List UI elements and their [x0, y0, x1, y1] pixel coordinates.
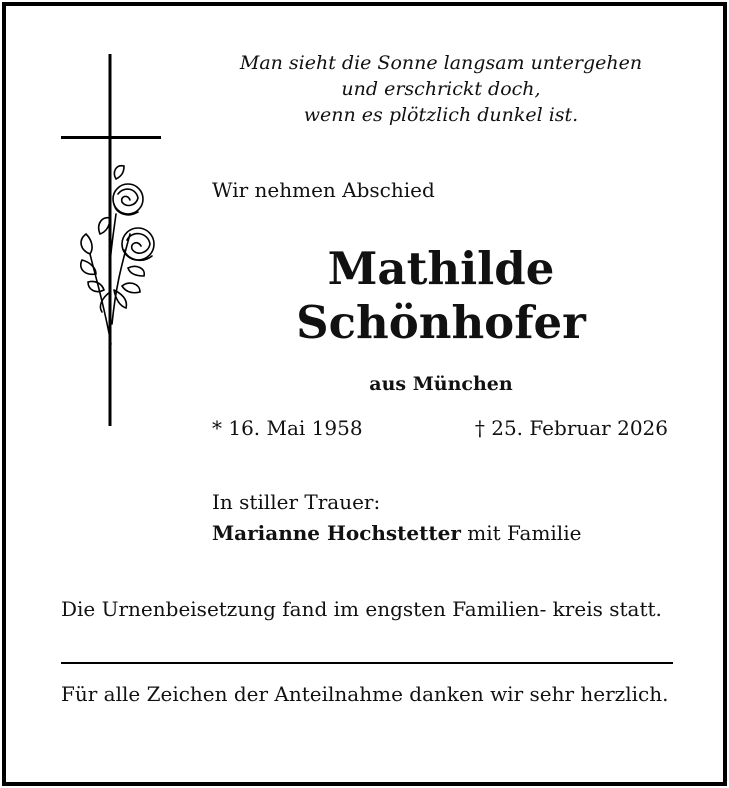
mourner-name: Marianne Hochstetter [212, 521, 461, 545]
cross-icon [61, 54, 161, 426]
mourning-label: In stiller Trauer: [212, 490, 381, 514]
deceased-last-name: Schönhofer [296, 296, 586, 349]
poem-line: Man sieht die Sonne langsam untergehen [239, 52, 643, 74]
poem [206, 50, 676, 128]
burial-notice: Die Urnenbeisetzung fand im engsten Familien- kreis statt. [61, 597, 662, 621]
farewell-intro: Wir nehmen Abschied [212, 178, 435, 202]
thanks-note: Für alle Zeichen der Anteilnahme danken wir sehr herzlich. [61, 682, 669, 706]
birth-date: * 16. Mai 1958 [212, 416, 363, 440]
divider [61, 662, 673, 664]
obituary-card [2, 2, 727, 786]
mourners [212, 521, 581, 545]
poem-line: und erschrickt doch, [341, 78, 541, 100]
deceased-origin: aus München [369, 373, 513, 395]
deceased-first-name: Mathilde [327, 242, 555, 295]
mourner-suffix: mit Familie [460, 521, 582, 545]
deceased-name [206, 242, 676, 350]
poem-line: wenn es plötzlich dunkel ist. [303, 104, 579, 126]
cross-with-roses-icon [56, 54, 166, 429]
roses-icon [81, 166, 154, 344]
death-date: † 25. Februar 2026 [474, 416, 668, 440]
